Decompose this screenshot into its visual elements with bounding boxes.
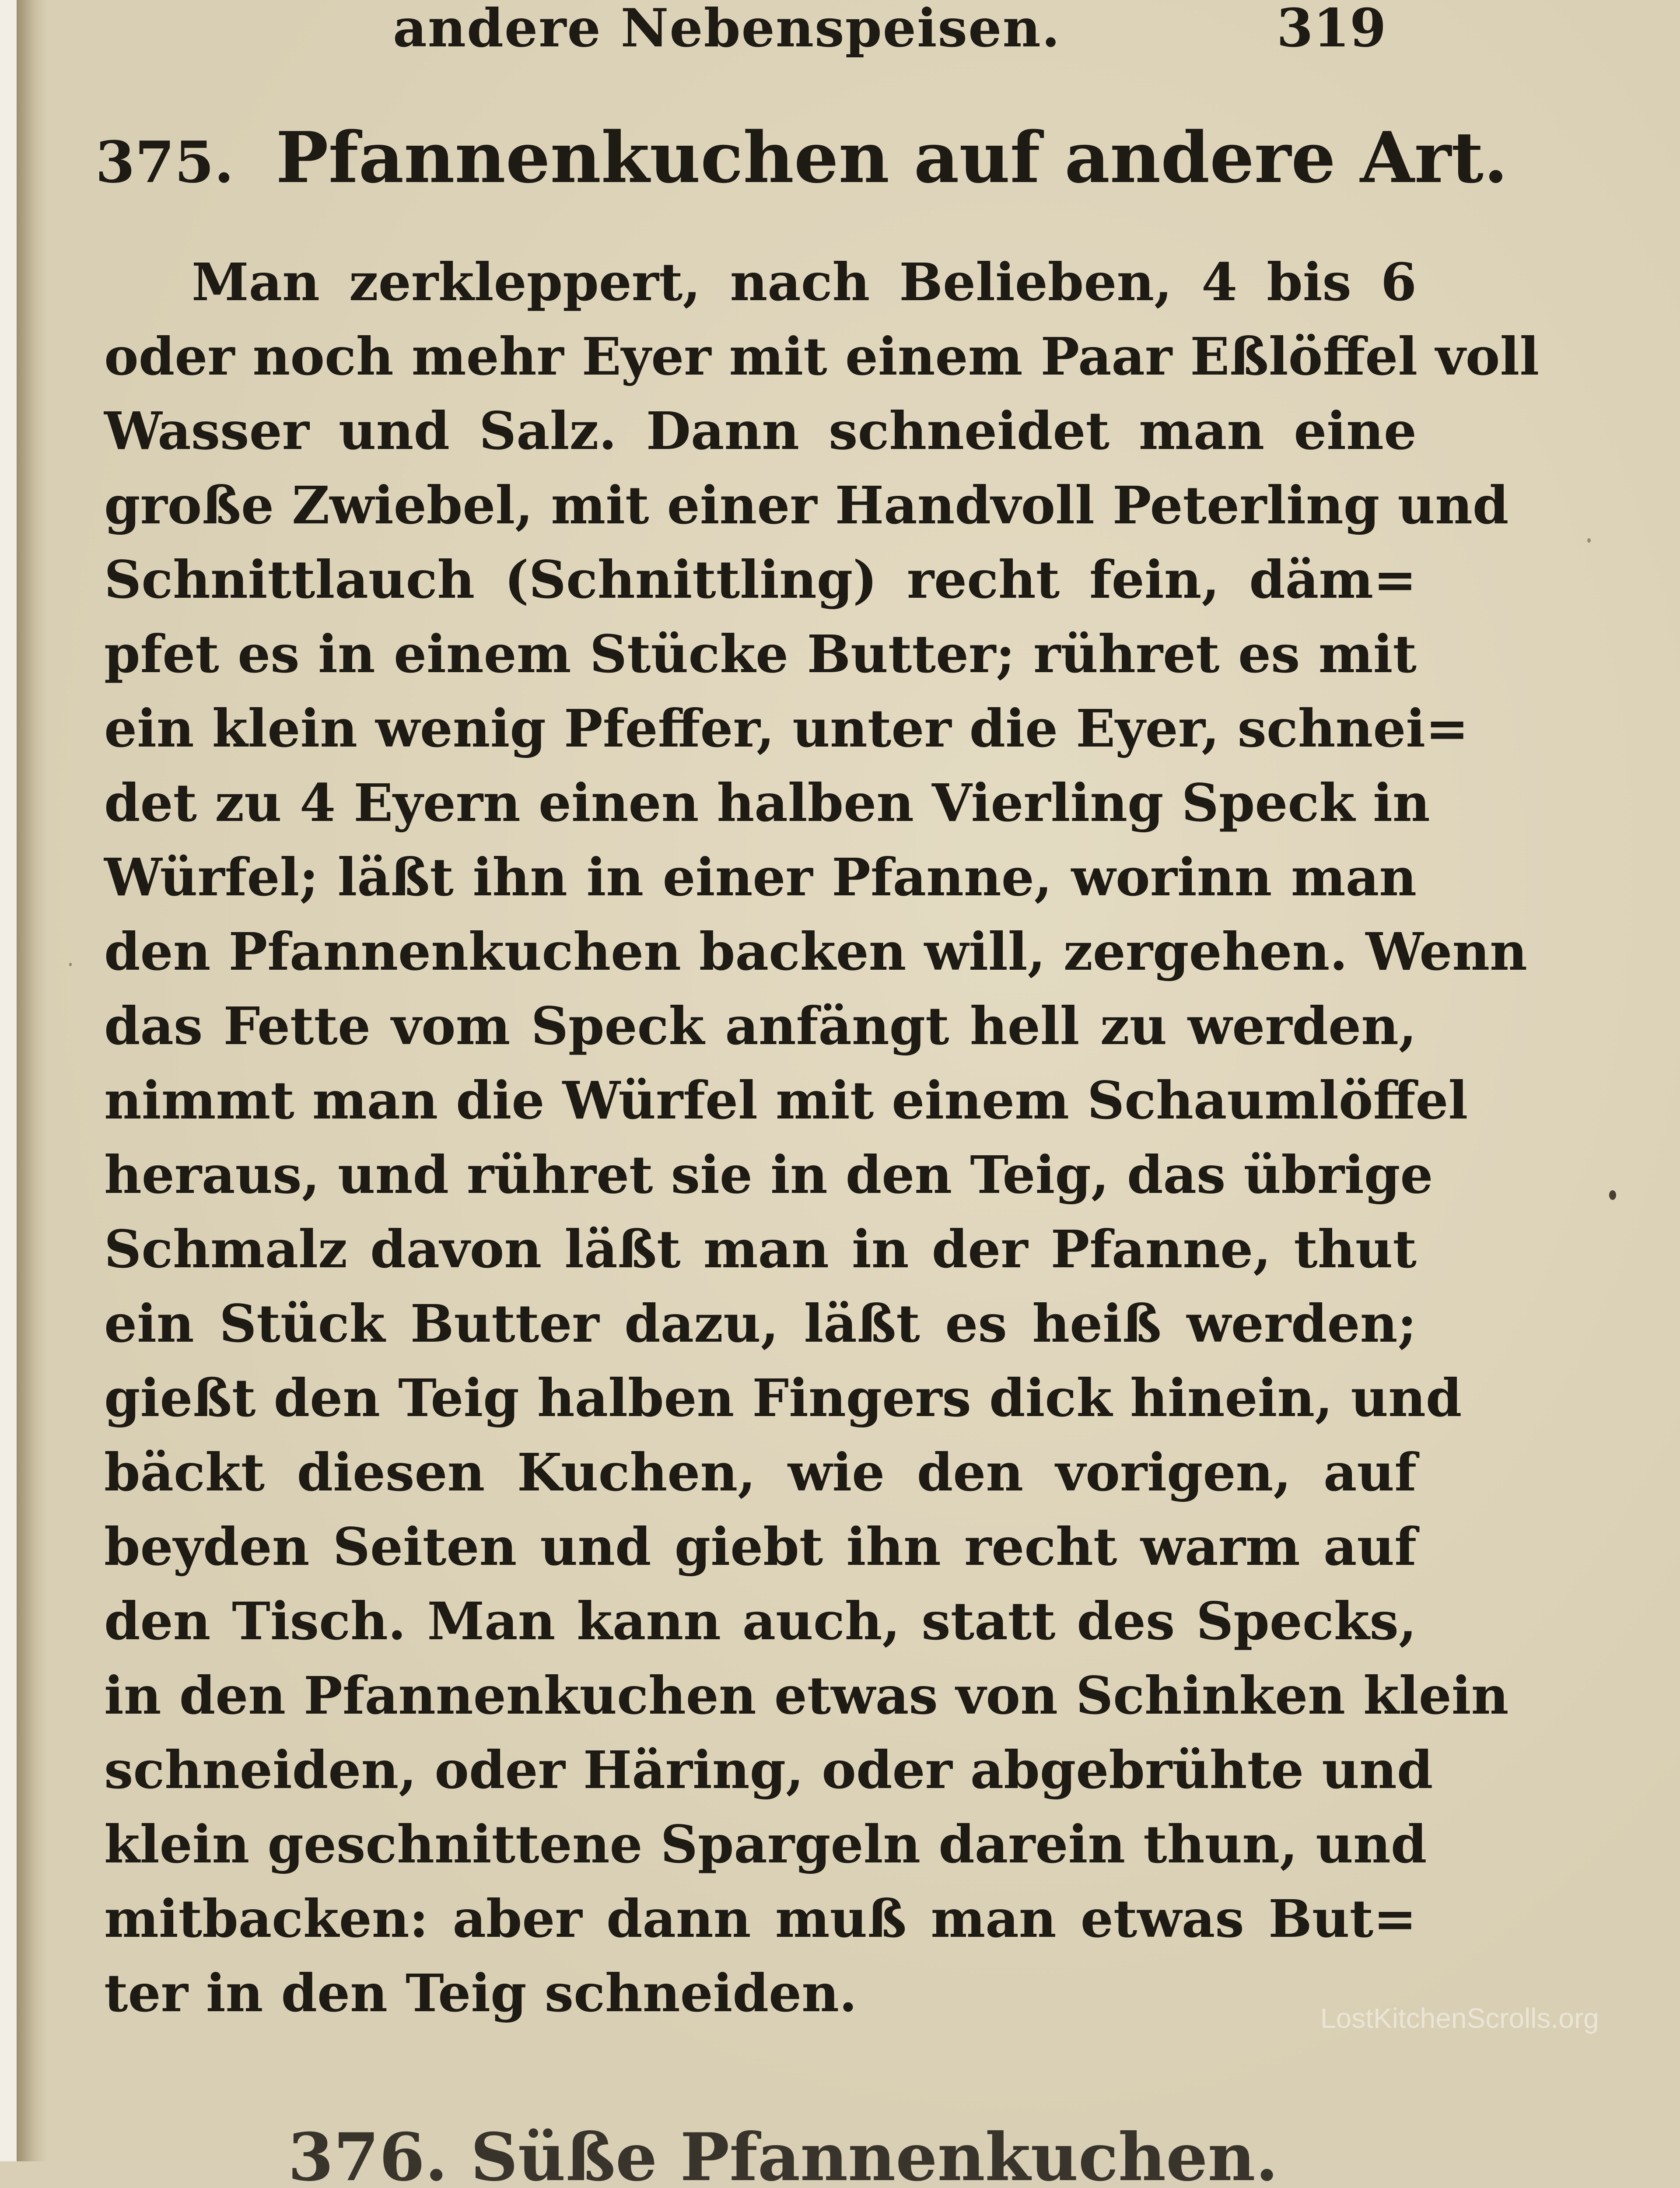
body-line: schneiden, oder Häring, oder abgebrühte und <box>104 1739 1433 1800</box>
body-line: Man zerkleppert, nach Belieben, 4 bis 6 <box>192 252 1417 312</box>
running-head-title: andere Nebenspeisen. <box>393 0 1061 59</box>
page-number: 319 <box>1277 0 1386 59</box>
body-line: det zu 4 Eyern einen halben Vierling Speck in <box>104 772 1430 833</box>
next-recipe-heading: 376. Süße Pfannenkuchen. <box>288 2119 1278 2188</box>
body-line: den Tisch. Man kann auch, statt des Specks, <box>104 1591 1417 1652</box>
body-line: ter in den Teig schneiden. <box>104 1963 857 2023</box>
gutter-shadow <box>17 0 47 2161</box>
paper-speck <box>69 963 72 966</box>
book-page <box>17 0 1680 2188</box>
body-line: heraus, und rühret sie in den Teig, das übrige <box>104 1144 1433 1205</box>
body-line: Schnittlauch (Schnittling) recht fein, däm= <box>104 549 1417 610</box>
body-line: beyden Seiten und giebt ihn recht warm auf <box>104 1516 1417 1577</box>
recipe-heading <box>95 114 1508 206</box>
body-line: pfet es in einem Stücke Butter; rühret es mit <box>104 624 1417 684</box>
paper-speck <box>1587 538 1591 543</box>
body-line: das Fette vom Speck anfängt hell zu werden, <box>104 996 1417 1056</box>
body-line: ein klein wenig Pfeffer, unter die Eyer, schnei= <box>104 698 1469 759</box>
body-line: in den Pfannenkuchen etwas von Schinken klein <box>104 1665 1509 1726</box>
body-line: Würfel; läßt ihn in einer Pfanne, worinn man <box>104 847 1417 908</box>
body-line: nimmt man die Würfel mit einem Schaumlöffel <box>104 1070 1468 1131</box>
body-line: oder noch mehr Eyer mit einem Paar Eßlöffel voll <box>104 326 1540 387</box>
recipe-number: 375. <box>95 129 234 196</box>
recipe-title: Pfannenkuchen auf andere Art. <box>276 116 1508 199</box>
body-line: Schmalz davon läßt man in der Pfanne, thut <box>104 1219 1417 1280</box>
body-line: den Pfannenkuchen backen will, zergehen. Wenn <box>104 921 1527 982</box>
scan-left-margin <box>0 0 17 2161</box>
body-line: große Zwiebel, mit einer Handvoll Peterling und <box>104 475 1509 536</box>
body-line: mitbacken: aber dann muß man etwas But= <box>104 1888 1417 1949</box>
body-line: Wasser und Salz. Dann schneidet man eine <box>104 400 1417 461</box>
paper-speck <box>1609 1190 1616 1200</box>
body-line: klein geschnittene Spargeln darein thun, und <box>104 1814 1427 1875</box>
body-line: bäckt diesen Kuchen, wie den vorigen, auf <box>104 1442 1417 1503</box>
body-line: gießt den Teig halben Fingers dick hinein, und <box>104 1368 1462 1428</box>
running-head <box>17 0 1680 66</box>
body-line: ein Stück Butter dazu, läßt es heiß werden; <box>104 1293 1417 1354</box>
watermark: LostKitchenScrolls.org <box>1320 2002 1599 2034</box>
